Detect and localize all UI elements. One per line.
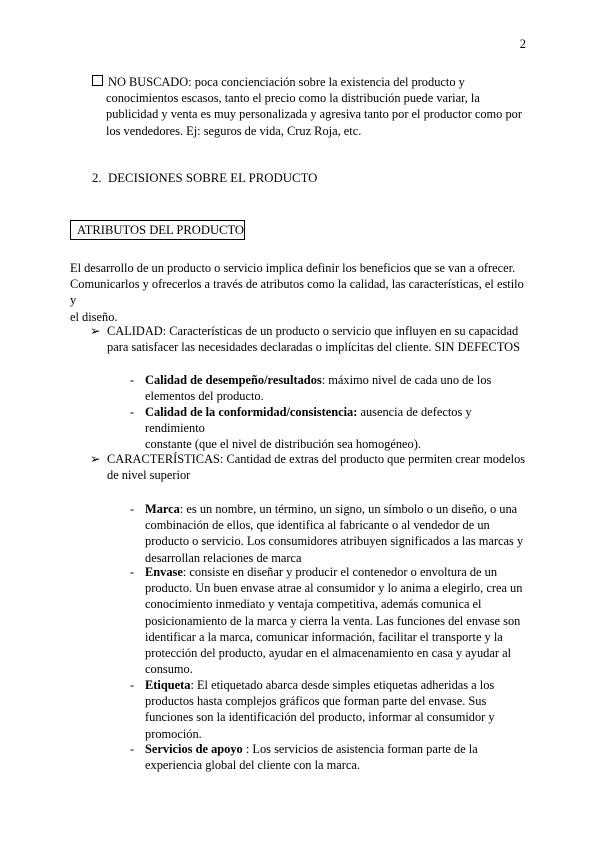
no-buscado-line: los vendedores. Ej: seguros de vida, Cruz Roja, etc. — [106, 123, 362, 138]
arrow-bullet-icon: ➢ — [90, 324, 101, 338]
calidad-conformidad-item: Calidad de la conformidad/consistencia: ausencia de defectos y rendimiento constante (que el nivel de distribución sea homogéneo). — [145, 405, 472, 452]
intro-line: El desarrollo de un producto o servicio implica definir los beneficios que se van a ofrecer. — [70, 261, 516, 275]
calidad-desempeno-item: Calidad de desempeño/resultados: máximo nivel de cada uno de los elementos del producto. — [145, 373, 492, 404]
no-buscado-paragraph — [92, 74, 532, 139]
page-number: 2 — [519, 37, 526, 51]
calidad-item: ➢ CALIDAD: Características de un producto o servicio que influyen en su capacidad para satisfacer las necesidades declaradas o implícitas del cliente. SIN DEFECTOS — [90, 324, 520, 355]
marca-item: Marca: es un nombre, un término, un signo, un símbolo o un diseño, o una combinación de ellos, que identifica al fabricante o al vendedor de un producto o servicio. Los consumidores atribuyen significados a las marcas y desarrollan relaciones de marca — [145, 502, 524, 565]
section-number: 2. — [92, 171, 102, 185]
dash-bullet-icon: - — [130, 678, 135, 692]
section-heading — [92, 170, 317, 186]
no-buscado-line: conocimientos escasos, tanto el precio como la distribución puede variar, la — [106, 91, 480, 106]
no-buscado-line: NO BUSCADO: poca concienciación sobre la existencia del producto y — [92, 74, 532, 90]
dash-bullet-icon: - — [130, 502, 135, 516]
envase-item: Envase: consiste en diseñar y producir el contenedor o envoltura de un producto. Un buen envase atrae al consumidor y lo anima a elegirlo, crea un conocimiento inmediato y ventaja competitiva, además comunica el posicionamiento de la marca y cierra la venta. Las funciones del envase son identificar a la marca, comunicar información, facilitar el transporte y la protección del producto, ayudar en el almacenamiento en casa y ayudar al consumo. — [145, 565, 523, 677]
intro-paragraph — [70, 260, 532, 325]
checkbox-square-icon — [92, 75, 103, 86]
intro-line: el diseño. — [70, 309, 118, 324]
atributos-heading-box: ATRIBUTOS DEL PRODUCTO — [70, 220, 245, 240]
no-buscado-line: publicidad y venta es muy personalizada y agresiva tanto por el productor como por — [106, 107, 522, 122]
dash-bullet-icon: - — [130, 565, 135, 579]
dash-bullet-icon: - — [130, 373, 135, 387]
caracteristicas-item: ➢ CARACTERÍSTICAS: Cantidad de extras del producto que permiten crear modelos de nivel superior — [90, 452, 526, 483]
etiqueta-item: Etiqueta: El etiquetado abarca desde simples etiquetas adheridas a los productos hasta complejos gráficos que forman parte del envase. Sus funciones son la identificación del producto, informar al consumidor y promoción. — [145, 678, 495, 741]
intro-line: Comunicarlos y ofrecerlos a través de atributos como la calidad, las características, el estilo y — [70, 277, 524, 308]
servicios-apoyo-item: Servicios de apoyo : Los servicios de asistencia forman parte de la experiencia global del cliente con la marca. — [145, 742, 478, 773]
arrow-bullet-icon: ➢ — [90, 452, 101, 466]
section-title: DECISIONES SOBRE EL PRODUCTO — [108, 171, 318, 185]
dash-bullet-icon: - — [130, 742, 135, 756]
dash-bullet-icon: - — [130, 405, 135, 419]
